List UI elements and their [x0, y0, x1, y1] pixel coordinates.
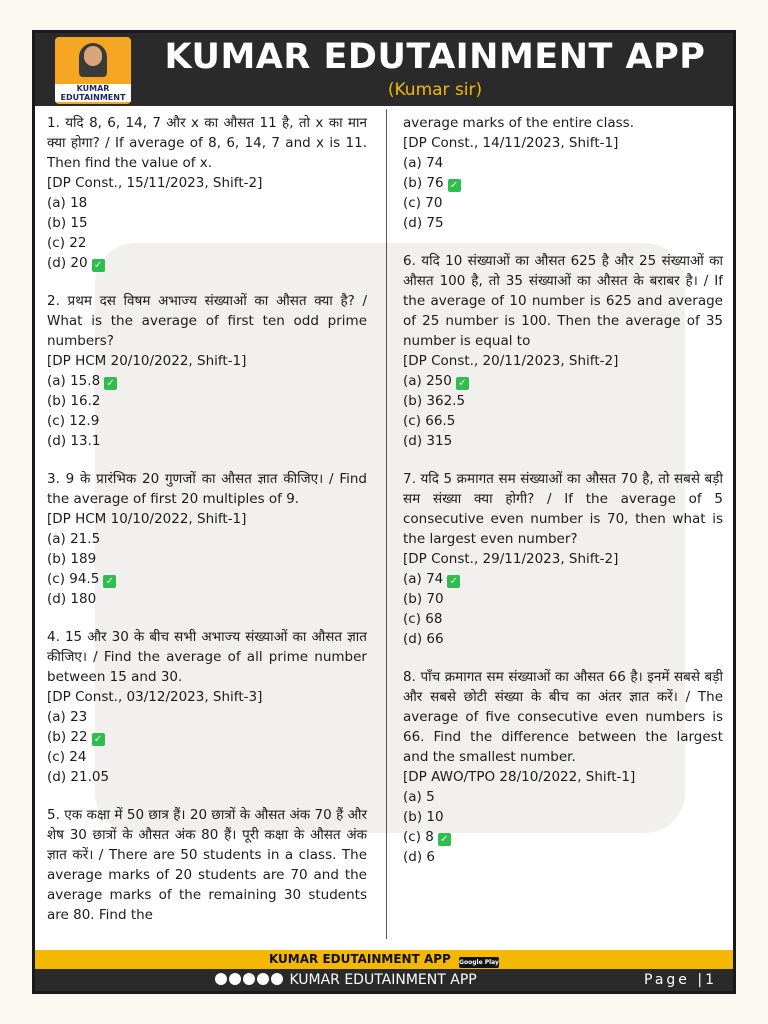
option-label: (a) 74: [403, 571, 444, 587]
check-icon: ✓: [448, 179, 461, 192]
question-text: 4. 15 और 30 के बीच सभी अभाज्य संख्याओं का औसत ज्ञात कीजिए। / Find the average of all prime number between 15 and 30.: [47, 629, 367, 685]
check-icon: ✓: [103, 575, 116, 588]
option-label: (b) 76: [403, 175, 444, 191]
page-title: KUMAR EDUTAINMENT APP: [164, 37, 706, 77]
footer-app-name: KUMAR EDUTAINMENT APP: [268, 952, 451, 966]
left-question-column: [47, 113, 367, 943]
option-item: [403, 847, 723, 867]
brand-logo: [55, 37, 131, 104]
question-source: [DP Const., 14/11/2023, Shift-1]: [403, 135, 619, 151]
column-divider: [386, 109, 387, 939]
option-item: [403, 569, 723, 589]
question-text: 7. यदि 5 क्रमागत सम संख्याओं का औसत 70 है, तो सबसे बड़ी सम संख्या क्या होगी? / If the average of 5 consecutive even number is 70, then what is the largest even number?: [403, 471, 723, 547]
option-label: (d) 66: [403, 631, 444, 647]
question-block: [403, 667, 723, 867]
question-source: [DP Const., 03/12/2023, Shift-3]: [47, 689, 263, 705]
play-store-badge[interactable]: Google Play: [459, 959, 499, 966]
instagram-icon[interactable]: [243, 973, 255, 985]
question-source: [DP Const., 15/11/2023, Shift-2]: [47, 175, 263, 191]
option-label: (c) 8: [403, 829, 434, 845]
option-item: [403, 391, 723, 411]
check-icon: ✓: [447, 575, 460, 588]
option-item: [403, 609, 723, 629]
option-label: (c) 22: [47, 235, 87, 251]
youtube-icon[interactable]: [257, 973, 269, 985]
option-item: [47, 391, 367, 411]
option-item: [47, 727, 367, 747]
option-item: [47, 529, 367, 549]
option-item: [47, 233, 367, 253]
footer-app-name-2: KUMAR EDUTAINMENT APP: [289, 972, 477, 988]
option-item: [47, 747, 367, 767]
option-item: [47, 431, 367, 451]
question-text: 2. प्रथम दस विषम अभाज्य संख्याओं का औसत क्या है? / What is the average of first ten odd prime numbers?: [47, 293, 367, 349]
option-label: (d) 21.05: [47, 769, 110, 785]
option-label: (c) 24: [47, 749, 87, 765]
option-item: [403, 371, 723, 391]
option-item: [403, 153, 723, 173]
option-item: [403, 431, 723, 451]
option-item: [403, 411, 723, 431]
telegram-icon[interactable]: [229, 973, 241, 985]
check-icon: ✓: [92, 259, 105, 272]
option-label: (d) 75: [403, 215, 444, 231]
question-source: [DP AWO/TPO 28/10/2022, Shift-1]: [403, 769, 636, 785]
option-label: (d) 13.1: [47, 433, 101, 449]
option-label: (d) 20: [47, 255, 88, 271]
check-icon: ✓: [438, 833, 451, 846]
question-text: 5. एक कक्षा में 50 छात्र हैं। 20 छात्रों के औसत अंक 70 हैं और शेष 30 छात्रों के औसत अंक 80 हैं। पूरी कक्षा के औसत अंक ज्ञात करें। / There are 50 students in a class. The average marks of 20 students are 70 and the average marks of the remaining 30 students are 80. Find the: [47, 807, 367, 923]
option-label: (a) 5: [403, 789, 435, 805]
logo-text: KUMAR EDUTAINMENT: [55, 84, 131, 102]
question-block: [403, 113, 723, 233]
question-block: [47, 113, 367, 273]
check-icon: ✓: [104, 377, 117, 390]
question-block: [47, 627, 367, 787]
option-item: [47, 569, 367, 589]
question-block: [47, 469, 367, 609]
option-label: (c) 68: [403, 611, 443, 627]
option-item: [47, 411, 367, 431]
option-label: (b) 70: [403, 591, 444, 607]
option-label: (d) 180: [47, 591, 97, 607]
option-item: [403, 589, 723, 609]
facebook-icon[interactable]: [215, 973, 227, 985]
question-text: 1. यदि 8, 6, 14, 7 और x का औसत 11 है, तो x का मान क्या होगा? / If average of 8, 6, 14, 7 and x is 11. Then find the value of x.: [47, 115, 367, 171]
logo-face-icon: [84, 46, 102, 66]
option-item: [403, 629, 723, 649]
check-icon: ✓: [92, 733, 105, 746]
question-block: [403, 251, 723, 451]
question-text: 8. पाँच क्रमागत सम संख्याओं का औसत 66 है। इनमें सबसे बड़ी और सबसे छोटी संख्या के बीच का अंतर ज्ञात करें। / The average of five consecutive even numbers is 66. Find the difference between the largest and the smallest number.: [403, 669, 723, 765]
question-source: [DP Const., 20/11/2023, Shift-2]: [403, 353, 619, 369]
option-label: (a) 74: [403, 155, 444, 171]
option-label: (c) 12.9: [47, 413, 100, 429]
footer-bar: [35, 969, 733, 991]
option-item: [47, 707, 367, 727]
question-block: [403, 469, 723, 649]
question-source: [DP HCM 20/10/2022, Shift-1]: [47, 353, 247, 369]
option-item: [47, 193, 367, 213]
option-item: [47, 549, 367, 569]
option-item: [403, 213, 723, 233]
option-label: (b) 10: [403, 809, 444, 825]
footer-social: [215, 969, 477, 991]
footer-banner: [35, 950, 733, 969]
question-source: [DP Const., 29/11/2023, Shift-2]: [403, 551, 619, 567]
right-question-column: [403, 113, 723, 885]
page-frame: [32, 30, 736, 994]
option-label: (c) 66.5: [403, 413, 456, 429]
option-label: (a) 23: [47, 709, 88, 725]
option-label: (a) 18: [47, 195, 88, 211]
option-label: (b) 16.2: [47, 393, 101, 409]
option-item: [403, 193, 723, 213]
option-label: (d) 6: [403, 849, 435, 865]
question-text: 3. 9 के प्रारंभिक 20 गुणजों का औसत ज्ञात कीजिए। / Find the average of first 20 multiples of 9.: [47, 471, 367, 507]
option-label: (c) 94.5: [47, 571, 100, 587]
option-label: (b) 22: [47, 729, 88, 745]
option-item: [403, 807, 723, 827]
option-item: [403, 173, 723, 193]
option-label: (a) 250: [403, 373, 452, 389]
question-text: 6. यदि 10 संख्याओं का औसत 625 है और 25 संख्याओं का औसत 100 है, तो 35 संख्याओं का औसत के बराबर है। / If the average of 10 number is 625 and average of 25 number is 100. Then the average of 35 number is equal to: [403, 253, 723, 349]
header-bar: [35, 33, 733, 106]
option-label: (b) 15: [47, 215, 88, 231]
option-label: (a) 15.8: [47, 373, 101, 389]
option-item: [47, 767, 367, 787]
option-item: [403, 827, 723, 847]
question-text: average marks of the entire class.: [403, 115, 634, 131]
question-block: [47, 291, 367, 451]
option-item: [47, 253, 367, 273]
page-number: Page |1: [644, 972, 717, 988]
option-label: (a) 21.5: [47, 531, 101, 547]
option-label: (d) 315: [403, 433, 453, 449]
option-label: (b) 189: [47, 551, 97, 567]
option-item: [403, 787, 723, 807]
page-subtitle: (Kumar sir): [387, 80, 483, 100]
app-icon[interactable]: [271, 973, 283, 985]
check-icon: ✓: [456, 377, 469, 390]
question-source: [DP HCM 10/10/2022, Shift-1]: [47, 511, 247, 527]
option-label: (b) 362.5: [403, 393, 466, 409]
option-item: [47, 371, 367, 391]
option-label: (c) 70: [403, 195, 443, 211]
question-block: [47, 805, 367, 925]
option-item: [47, 589, 367, 609]
option-item: [47, 213, 367, 233]
